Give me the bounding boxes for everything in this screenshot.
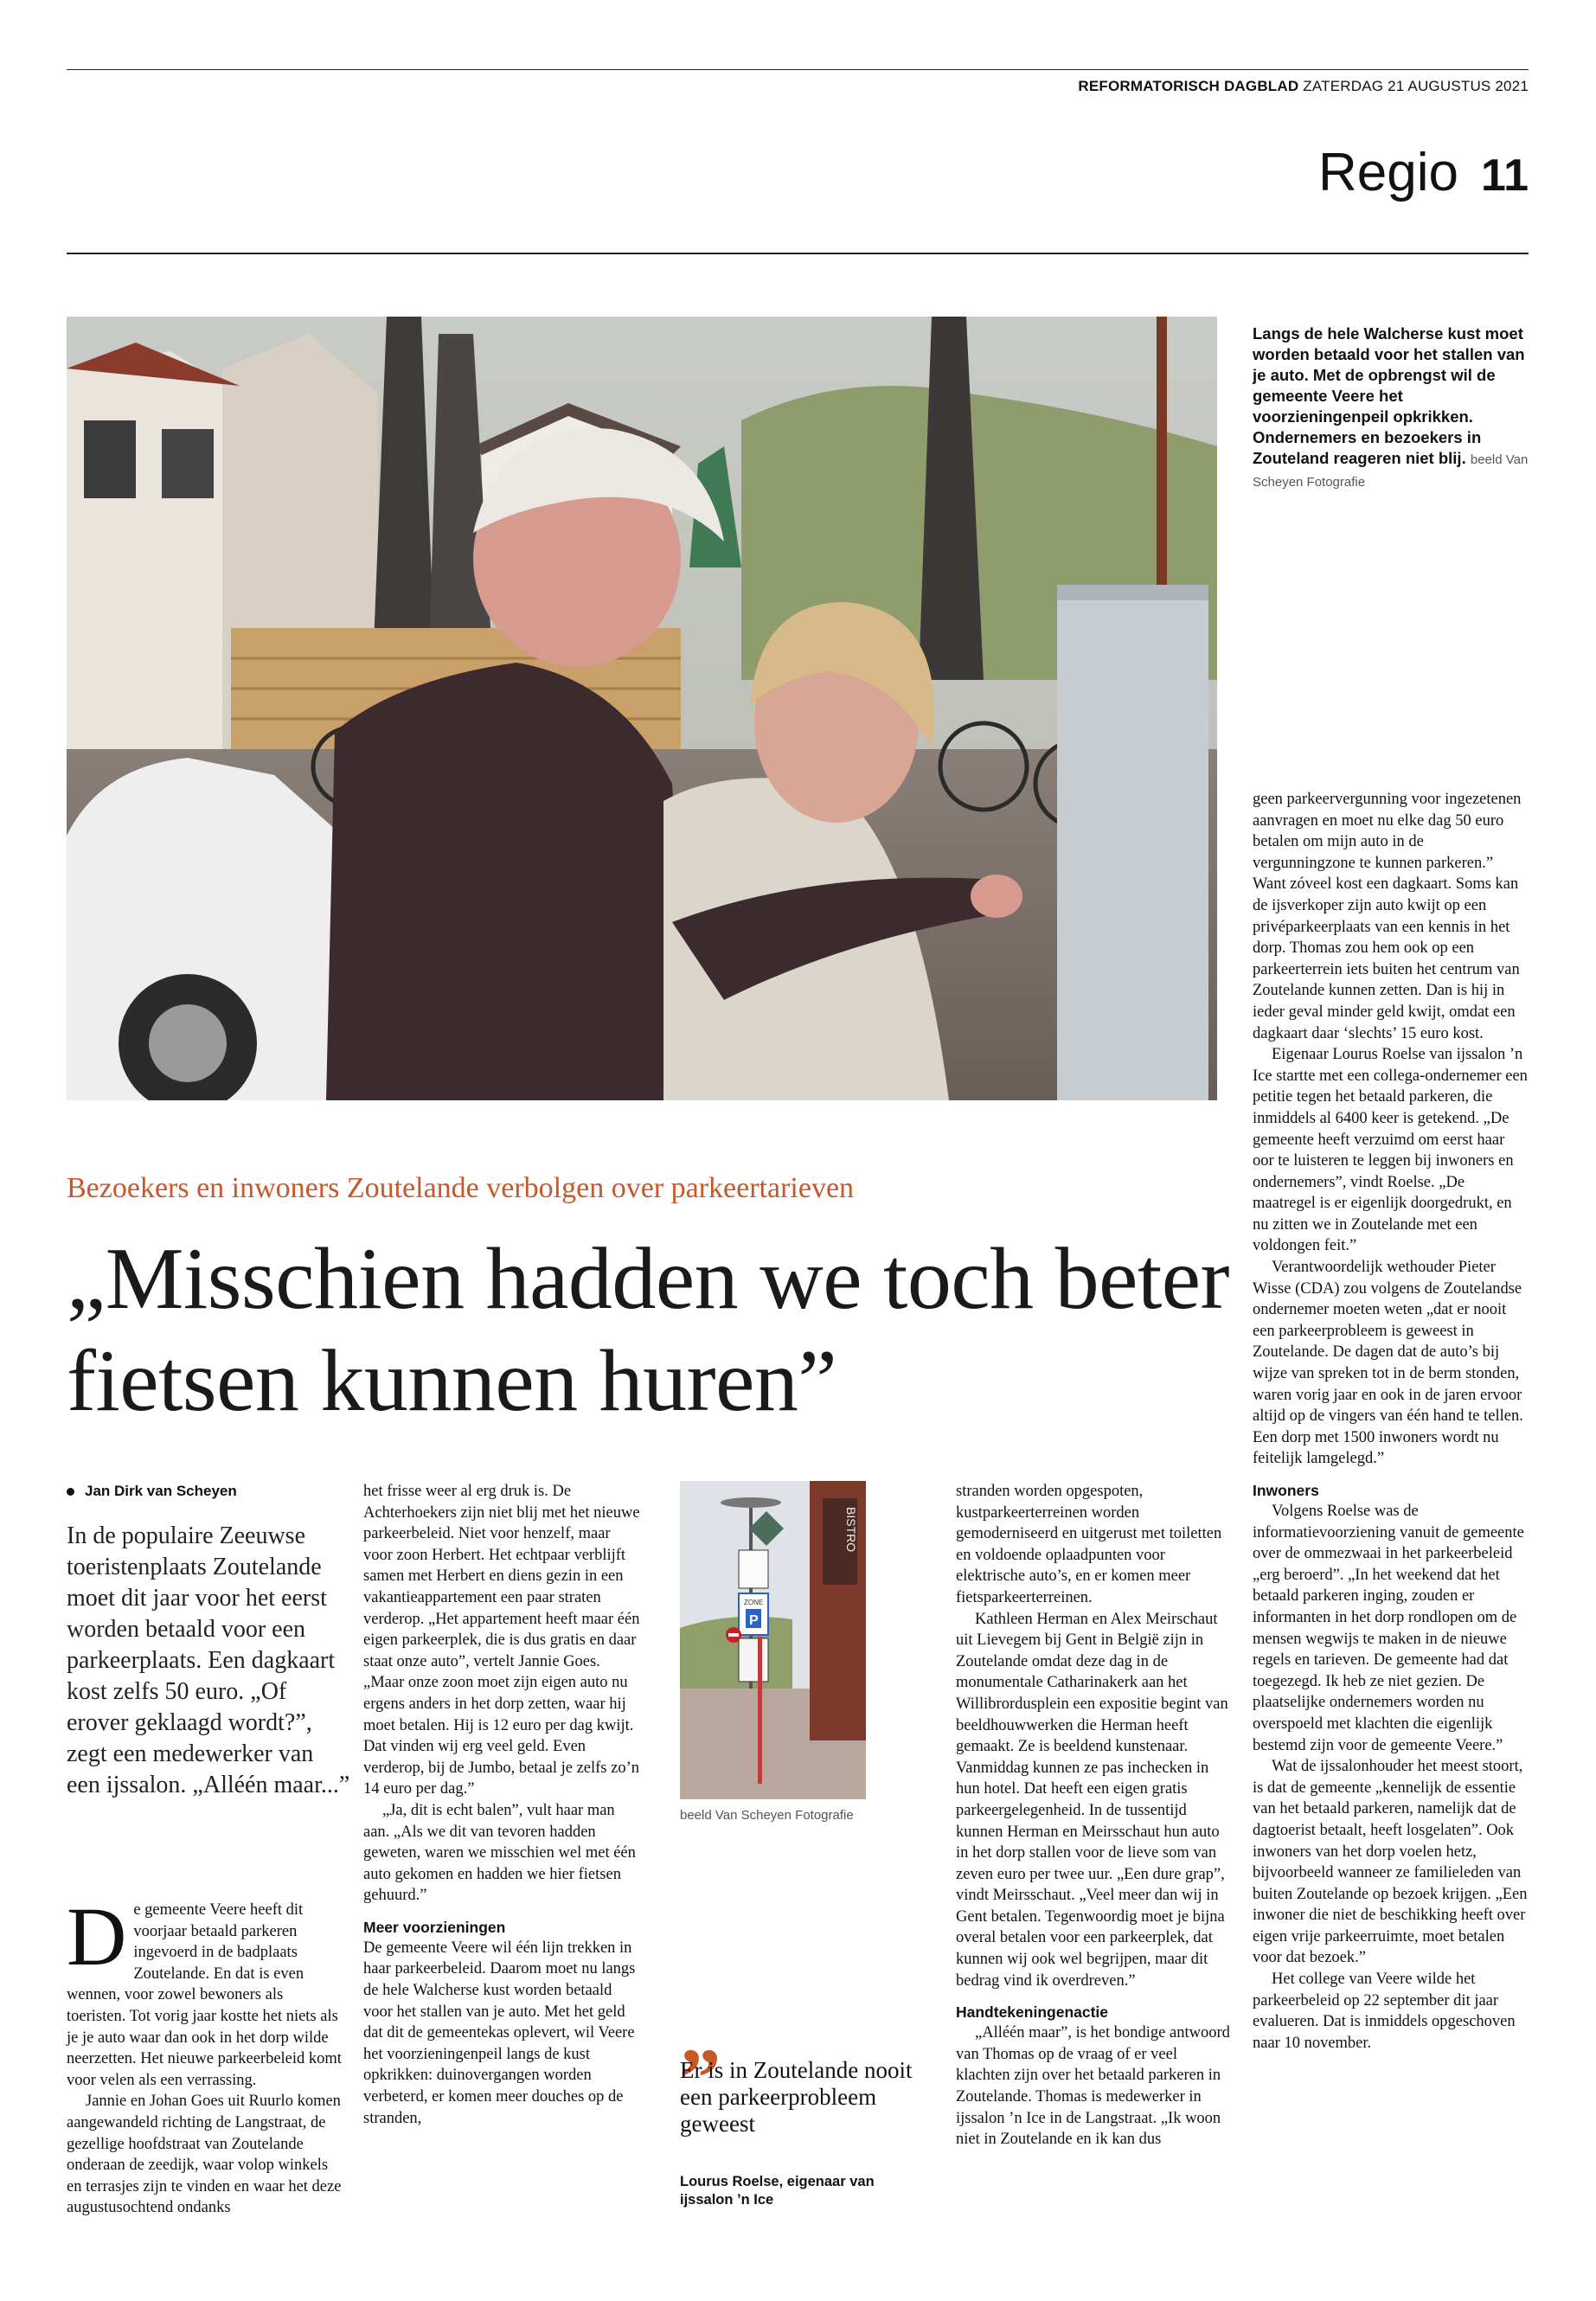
paragraph: Kathleen Herman en Alex Meirschaut uit Lievegem bij Gent in België zijn in Zoutelande omdat deze dag in de monumentale Catharinakerk aan het Willibrordusplein een expositie begint van beeldhouwwerken die Herman heeft gemaakt. Ze is beeldend kunstenaar. Vanmiddag kunnen ze pas inchecken in hun hotel. Dat heeft een eigen gratis parkeergelegenheid. In de tussentijd kunnen Herman en Meirsschaut hun auto in het dorp stallen voor de lieve som van zeven euro per twee uur. „Een dure grap”, vindt Meirsschaut. „Veel meer dan wij in Gent betalen. Tegenwoordig moet je bijna overal betalen voor een parkeerplek, dat kunnen wij ook wel begrijpen, maar dit bedrag vind ik overdreven.” (956, 1610, 1228, 1990)
quote-mark-icon: „ (680, 1988, 721, 2080)
main-photo-caption (1253, 324, 1529, 493)
byline (67, 1483, 237, 1500)
pullquote-source: Lourus Roelse, eigenaar van ijssalon ’n Ice (680, 2174, 875, 2208)
issue-date: ZATERDAG 21 AUGUSTUS 2021 (1303, 78, 1529, 94)
parking-p-sign: P (749, 1613, 759, 1628)
main-photo (67, 317, 1217, 1100)
main-photo-illustration (67, 317, 1217, 1100)
body-column-1 (67, 1890, 342, 2219)
subheading: Handtekeningenactie (956, 2003, 1109, 2022)
byline-author: Jan Dirk van Scheyen (85, 1483, 237, 1499)
lead-paragraph: In de populaire Zeeuwse toeristenplaats Zoutelande moet dit jaar voor het eerst worden betaald voor een parkeerplaats. Een dagkaart kost zelfs 50 euro. „Of erover geklaagd wordt?”, zegt een medewerker van een ijssalon. „Alléén maar...” (67, 1522, 350, 1798)
paragraph: „Ja, dit is echt balen”, vult haar man aan. „Als we dit van tevoren hadden geweten, waren we misschien wel met één auto gekomen en hadden we hier fietsen gehuurd.” (363, 1801, 636, 1905)
paragraph: Het college van Veere wilde het parkeerbeleid op 22 september dit jaar evalueren. Dat is inmiddels opgeschoven naar 10 november. (1253, 1971, 1516, 2052)
paragraph: het frisse weer al erg druk is. De Achterhoekers zijn niet blij met het nieuwe parkeerbeleid. Niet voor henzelf, maar voor zoon Herbert. Het echtpaar verblijft samen met Herbert en diens gezin in een vakantieappartement een paar straten verderop. „Het appartement heeft maar één eigen parkeerplek, die is dus gratis en daar staat onze auto”, vertelt Jannie Goes. „Maar onze zoon moet zijn eigen auto nu ergens anders in het dorp zetten, waar hij moet betalen. Hij is 12 euro per dag kwijt. Dat vinden wij erg veel geld. Even verderop, bij de Jumbo, betaal je zelfs zo’n 14 euro per dag.” (363, 1483, 640, 1798)
bistro-sign: BISTRO (844, 1507, 858, 1553)
paragraph: Volgens Roelse was de informatievoorziening vanuit de gemeente over de ommezwaai in het parkeerbeleid „erg beroerd”. „In het weekend dat het betaald parkeren inging, zouden er informanten in het dorp rondlopen om de mensen wegwijs te maken in de nieuwe regels en tarieven. De gemeente had dat toegezegd. Ik heb ze niet gezien. De plaatselijke ondernemers worden nu overspoeld met klachten die eigenlijk bestemd zijn voor de gemeente Veere.” (1253, 1503, 1524, 1754)
paragraph: Eigenaar Lourus Roelse van ijssalon ’n Ice startte met een collega-ondernemer een petitie tegen het betaald parkeren, die inmiddels al 6400 keer is getekend. „De gemeente heeft verzuimd om eerst haar oor te luisteren te leggen bij inwoners en ondernemers”, vindt Roelse. „De maatregel is er eigenlijk doorgedrukt, en nu zitten we in Zoutelande met een voldongen feit.” (1253, 1046, 1528, 1255)
body-column-2 (363, 1481, 640, 2129)
section-name: Regio (1318, 143, 1459, 202)
page-number: 11 (1481, 151, 1529, 201)
paragraph: „Alléén maar”, is het bondige antwoord van Thomas op de vraag of er veel klachten zijn over het betaald parkeren in Zoutelande. Thomas is medewerker in ijssalon ’n Ice in de Langstraat. „Ik woon niet in Zoutelande en ik kan dus (956, 2024, 1230, 2149)
paragraph: geen parkeervergunning voor ingezetenen aanvragen en moet nu elke dag 50 euro betalen om mijn auto in de vergunningzone te kunnen parkeren.” Want zóveel kost een dagkaart. Soms kan de ijsverkoper zijn auto kwijt op een privéparkeerplaats van een kennis in het dorp. Thomas zou hem ook op een parkeerterrein iets buiten het centrum van Zoutelande kunnen zetten. Dan is hij in ieder geval minder geld kwijt, omdat een dagkaart daar ‘slechts’ 15 euro kost. (1253, 791, 1522, 1042)
caption-text: Langs de hele Walcherse kust moet worden betaald voor het stallen van je auto. Met de opbrengst wil de gemeente Veere het voorzieningenpeil opkrikken. Ondernemers en bezoekers in Zouteland reageren niet blij. (1253, 324, 1525, 467)
secondary-photo (680, 1481, 866, 1799)
paper-name: REFORMATORISCH DAGBLAD (1078, 78, 1299, 94)
paragraph: Verantwoordelijk wethouder Pieter Wisse (CDA) zou volgens de Zoutelandse ondernemer moeten weten „dat er nooit een parkeerprobleem is geweest in Zoutelande. De dagen dat de auto’s bij wijze van spreken tot in de berm stonden, waren vorig jaar en ook in de jaren ervoor altijd op de vingers van één hand te tellen. Een dorp met 1500 inwoners wordt nu feitelijk lamgelegd.” (1253, 1259, 1523, 1468)
masthead (1078, 78, 1529, 95)
body-column-4 (1253, 789, 1529, 2054)
top-rule (67, 69, 1529, 70)
section-header (1318, 142, 1529, 203)
kicker: Bezoekers en inwoners Zoutelande verbolgen over parkeertarieven (67, 1172, 855, 1204)
caption-credit: beeld Van Scheyen Fotografie (1253, 452, 1529, 490)
paragraph-text: e gemeente Veere heeft dit voorjaar betaald parkeren ingevoerd in de badplaats Zoutelande. En dat is even wennen, voor zowel bewoners als toeristen. Tot vorig jaar kostte het niets als je je auto waar dan ook in het dorp wilde neerzetten. Het nieuwe parkeerbeleid komt voor velen als een verrassing. (67, 1901, 342, 2089)
paragraph: Jannie en Johan Goes uit Ruurlo komen aangewandeld richting de Langstraat, de gezellige hoofdstraat van Zoutelande onderaan de zeedijk, waar volop winkels en terrasjes zijn te vinden en waar het deze augustusochtend ondanks (67, 2093, 342, 2217)
section-rule (67, 253, 1529, 254)
paragraph: De gemeente Veere wil één lijn trekken in haar parkeerbeleid. Daarom moet nu langs de hele Walcherse kust worden betaald voor het stallen van je auto. Met het geld dat dit de gemeentekas oplevert, wil Veere het voorzieningenpeil langs de kust opkrikken: duinovergangen worden verbeterd, er komen meer douches op de stranden, (363, 1939, 636, 2127)
zone-sign: ZONE (744, 1599, 764, 1606)
headline: „Misschien hadden we toch beter fietsen kunnen huren” (67, 1230, 1230, 1430)
pullquote-text: Er is in Zoutelande nooit een parkeerprobleem geweest (680, 2057, 913, 2137)
secondary-photo-credit: beeld Van Scheyen Fotografie (680, 1808, 854, 1823)
paragraph: Wat de ijssalonhouder het meest stoort, is dat de gemeente „kennelijk de essentie van het betaald parkeren, namelijk dat de dagtoerist betaalt, heeft losgelaten”. Ook inwoners van het dorp voelen hetz, bijvoorbeeld wanneer ze familieleden van buiten Zoutelande op bezoek krijgen. „Een inwoner die niet de beschikking heeft over eigen vrije parkeerruimte, moet betalen voor dat bezoek.” (1253, 1758, 1528, 1967)
dropcap: D (67, 1890, 127, 1983)
byline-bullet-icon (67, 1488, 74, 1496)
paragraph: stranden worden opgespoten, kustparkeerterreinen worden gemoderniseerd en uitgerust met toiletten en voldoende oplaadpunten voor elektrische auto’s, en er komen meer fietsparkeerterreinen. (956, 1483, 1222, 1606)
subheading: Inwoners (1253, 1482, 1319, 1499)
paragraph (67, 1890, 342, 2091)
body-column-3 (956, 1481, 1233, 2150)
secondary-photo-illustration (680, 1481, 866, 1799)
subheading: Meer voorzieningen (363, 1918, 506, 1936)
